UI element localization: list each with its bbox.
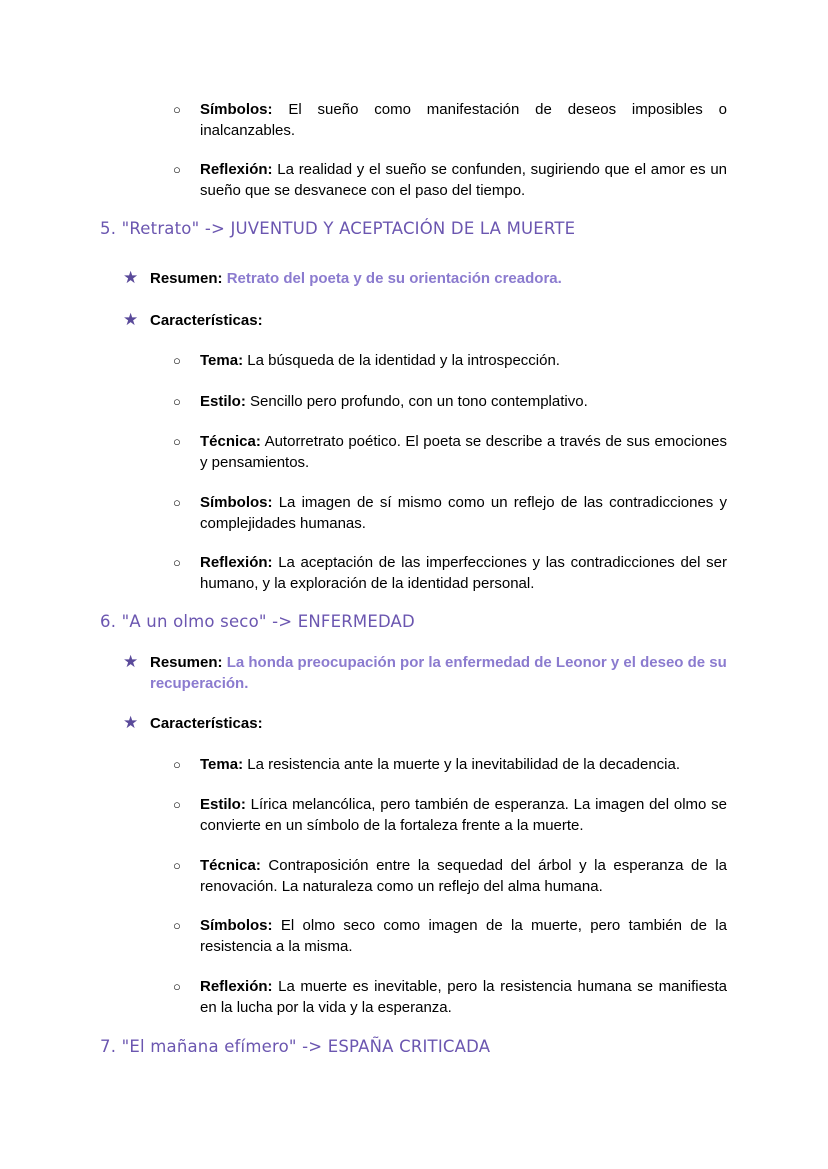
item-label: Técnica: xyxy=(200,433,261,450)
list-item-estilo xyxy=(173,391,727,412)
circle-bullet-icon: ○ xyxy=(173,162,181,177)
item-text: La búsqueda de la identidad y la introspección. xyxy=(243,352,560,369)
item-label: Estilo: xyxy=(200,796,246,813)
item-text: Contraposición entre la sequedad del árbol y la esperanza de la renovación. La naturaleza como un reflejo del alma humana. xyxy=(200,857,727,895)
circle-bullet-icon: ○ xyxy=(173,797,181,812)
item-label: Tema: xyxy=(200,352,244,369)
circle-bullet-icon: ○ xyxy=(173,394,181,409)
item-text: La muerte es inevitable, pero la resistencia humana se manifiesta en la lucha por la vida y la esperanza. xyxy=(200,978,727,1016)
circle-bullet-icon: ○ xyxy=(173,353,181,368)
list-item-estilo xyxy=(173,794,727,836)
item-label: Técnica: xyxy=(200,857,261,874)
item-label: Reflexión: xyxy=(200,161,273,178)
item-text: Lírica melancólica, pero también de esperanza. La imagen del olmo se convierte en un símbolo de la fortaleza frente a la muerte. xyxy=(200,796,727,834)
list-item-tecnica xyxy=(173,431,727,473)
list-item-reflexion xyxy=(173,159,727,201)
list-item-tema xyxy=(173,754,727,775)
star-bullet-icon: ★ xyxy=(123,310,139,329)
star-bullet-icon: ★ xyxy=(123,268,139,287)
circle-bullet-icon: ○ xyxy=(173,858,181,873)
resumen-item xyxy=(123,268,727,289)
item-text: La imagen de sí mismo como un reflejo de las contradicciones y complejidades humanas. xyxy=(200,494,727,532)
list-item-tecnica xyxy=(173,855,727,897)
item-text: El sueño como manifestación de deseos imposibles o inalcanzables. xyxy=(200,101,727,139)
list-item-simbolos xyxy=(173,915,727,957)
resumen-label: Resumen: xyxy=(150,654,223,671)
item-text: La resistencia ante la muerte y la inevitabilidad de la decadencia. xyxy=(243,756,681,773)
circle-bullet-icon: ○ xyxy=(173,757,181,772)
caracteristicas-item xyxy=(123,713,727,734)
section-heading-6: 6. "A un olmo seco" -> ENFERMEDAD xyxy=(100,612,415,631)
caracteristicas-label: Características: xyxy=(150,715,263,732)
caracteristicas-label: Características: xyxy=(150,312,263,329)
resumen-label: Resumen: xyxy=(150,270,223,287)
item-label: Símbolos: xyxy=(200,494,273,511)
resumen-text: La honda preocupación por la enfermedad de Leonor y el deseo de su recuperación. xyxy=(150,654,727,692)
caracteristicas-item xyxy=(123,310,727,331)
list-item-reflexion xyxy=(173,976,727,1018)
section-heading-7: 7. "El mañana efímero" -> ESPAÑA CRITICADA xyxy=(100,1037,491,1056)
circle-bullet-icon: ○ xyxy=(173,495,181,510)
circle-bullet-icon: ○ xyxy=(173,555,181,570)
item-label: Símbolos: xyxy=(200,101,273,118)
item-text: La realidad y el sueño se confunden, sugiriendo que el amor es un sueño que se desvanece con el paso del tiempo. xyxy=(200,161,727,199)
item-label: Reflexión: xyxy=(200,554,273,571)
circle-bullet-icon: ○ xyxy=(173,979,181,994)
item-label: Tema: xyxy=(200,756,244,773)
list-item-reflexion xyxy=(173,552,727,594)
item-text: La aceptación de las imperfecciones y las contradicciones del ser humano, y la exploración de la identidad personal. xyxy=(200,554,727,592)
list-item-simbolos xyxy=(173,99,727,141)
circle-bullet-icon: ○ xyxy=(173,918,181,933)
list-item-tema xyxy=(173,350,727,371)
circle-bullet-icon: ○ xyxy=(173,434,181,449)
star-bullet-icon: ★ xyxy=(123,652,139,671)
item-label: Símbolos: xyxy=(200,917,273,934)
item-text: Autorretrato poético. El poeta se describe a través de sus emociones y pensamientos. xyxy=(200,433,727,471)
star-bullet-icon: ★ xyxy=(123,713,139,732)
item-label: Estilo: xyxy=(200,393,246,410)
circle-bullet-icon: ○ xyxy=(173,102,181,117)
list-item-simbolos xyxy=(173,492,727,534)
item-text: El olmo seco como imagen de la muerte, pero también de la resistencia a la misma. xyxy=(200,917,727,955)
item-text: Sencillo pero profundo, con un tono contemplativo. xyxy=(245,393,588,410)
resumen-text: Retrato del poeta y de su orientación creadora. xyxy=(226,270,562,287)
section-heading-5: 5. "Retrato" -> JUVENTUD Y ACEPTACIÓN DE LA MUERTE xyxy=(100,219,576,238)
item-label: Reflexión: xyxy=(200,978,273,995)
resumen-item xyxy=(123,652,727,694)
